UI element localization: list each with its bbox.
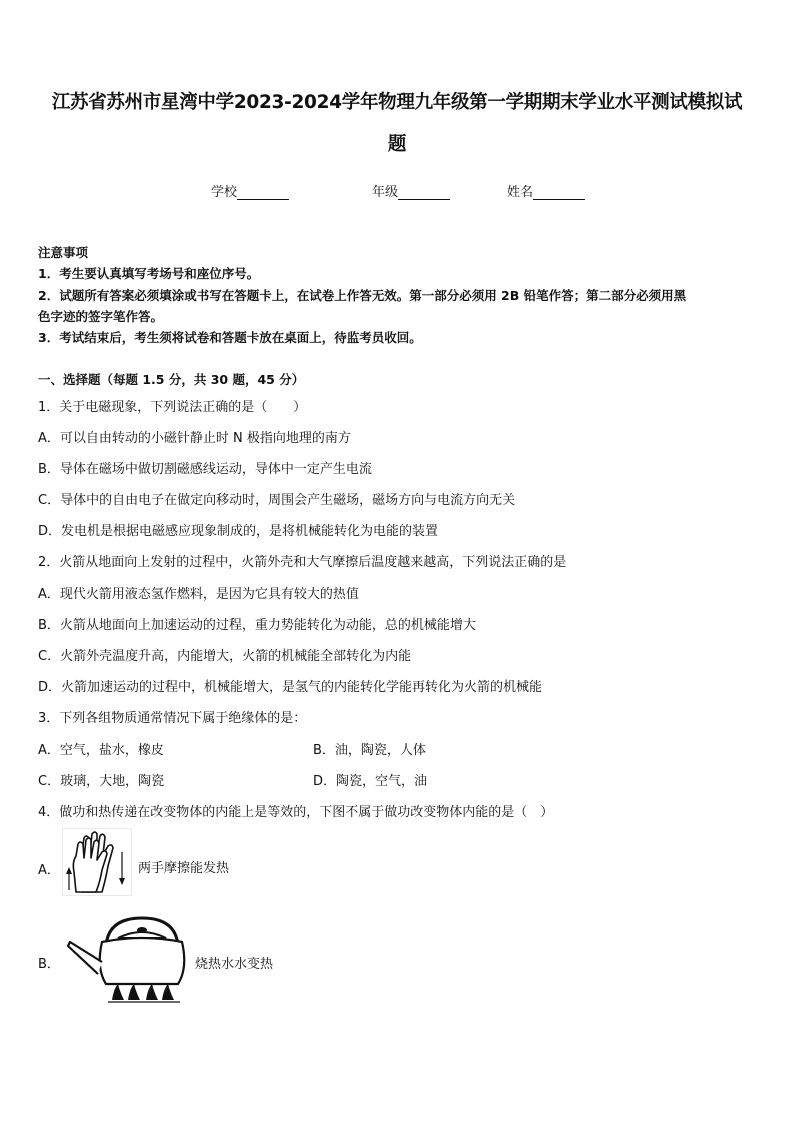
question-4-option-a-caption: 两手摩擦能发热 xyxy=(138,861,230,876)
grade-blank xyxy=(398,187,450,200)
question-3-option-b: B．油，陶瓷，人体 xyxy=(313,743,426,758)
kettle-icon xyxy=(62,912,190,1004)
exam-title-line1: 江苏省苏州市星湾中学2023-2024学年物理九年级第一学期期末学业水平测试模拟试 xyxy=(51,92,743,113)
grade-field xyxy=(372,181,450,200)
question-2-option-b: B．火箭从地面向上加速运动的过程，重力势能转化为动能，总的机械能增大 xyxy=(38,618,476,633)
question-1-option-c: C．导体中的自由电子在做定向移动时，周围会产生磁场，磁场方向与电流方向无关 xyxy=(38,493,516,508)
question-4-option-b-letter: B． xyxy=(38,957,60,972)
question-3-option-d: D．陶瓷，空气，油 xyxy=(313,774,428,789)
question-3-stem: 3．下列各组物质通常情况下属于绝缘体的是： xyxy=(38,711,307,726)
note-item: 3．考试结束后，考生须将试卷和答题卡放在桌面上，待监考员收回。 xyxy=(38,330,422,345)
question-2-option-a: A．现代火箭用液态氢作燃料，是因为它具有较大的热值 xyxy=(38,587,359,602)
note-item: 色字迹的签字笔作答。 xyxy=(38,309,164,324)
school-field xyxy=(211,181,289,200)
school-blank xyxy=(237,187,289,200)
grade-label: 年级 xyxy=(372,185,399,200)
question-4-option-b-caption: 烧热水水变热 xyxy=(195,957,274,972)
question-3-option-c: C．玻璃，大地，陶瓷 xyxy=(38,774,165,789)
rubbing-hands-icon xyxy=(62,828,132,896)
question-1-stem: 1．关于电磁现象，下列说法正确的是（ ） xyxy=(38,400,307,415)
question-2-option-d: D．火箭加速运动的过程中，机械能增大，是氢气的内能转化学能再转化为火箭的机械能 xyxy=(38,680,543,695)
question-1-option-a: A．可以自由转动的小磁针静止时 N 极指向地理的南方 xyxy=(38,431,351,446)
question-1-option-d: D．发电机是根据电磁感应现象制成的，是将机械能转化为电能的装置 xyxy=(38,524,439,539)
question-4-option-a-letter: A． xyxy=(38,863,60,878)
exam-title-line2: 题 xyxy=(387,134,407,155)
school-label: 学校 xyxy=(211,185,238,200)
section-heading: 一、选择题（每题 1.5 分，共 30 题，45 分） xyxy=(38,372,305,387)
name-field xyxy=(507,181,585,200)
name-label: 姓名 xyxy=(507,185,534,200)
question-3-option-a: A．空气，盐水，橡皮 xyxy=(38,743,164,758)
name-blank xyxy=(533,187,585,200)
question-2-stem: 2．火箭从地面向上发射的过程中，火箭外壳和大气摩擦后温度越来越高，下列说法正确的是 xyxy=(38,555,567,570)
notes-heading: 注意事项 xyxy=(38,245,89,260)
question-4-stem: 4．做功和热传递在改变物体的内能上是等效的，下图不属于做功改变物体内能的是（ ） xyxy=(38,805,554,820)
note-item: 2．试题所有答案必须填涂或书写在答题卡上，在试卷上作答无效。第一部分必须用 2B 铅笔作答；第二部分必须用黑 xyxy=(38,288,687,303)
question-2-option-c: C．火箭外壳温度升高，内能增大，火箭的机械能全部转化为内能 xyxy=(38,649,412,664)
question-1-option-b: B．导体在磁场中做切割磁感线运动，导体中一定产生电流 xyxy=(38,462,372,477)
note-item: 1．考生要认真填写考场号和座位序号。 xyxy=(38,266,260,281)
